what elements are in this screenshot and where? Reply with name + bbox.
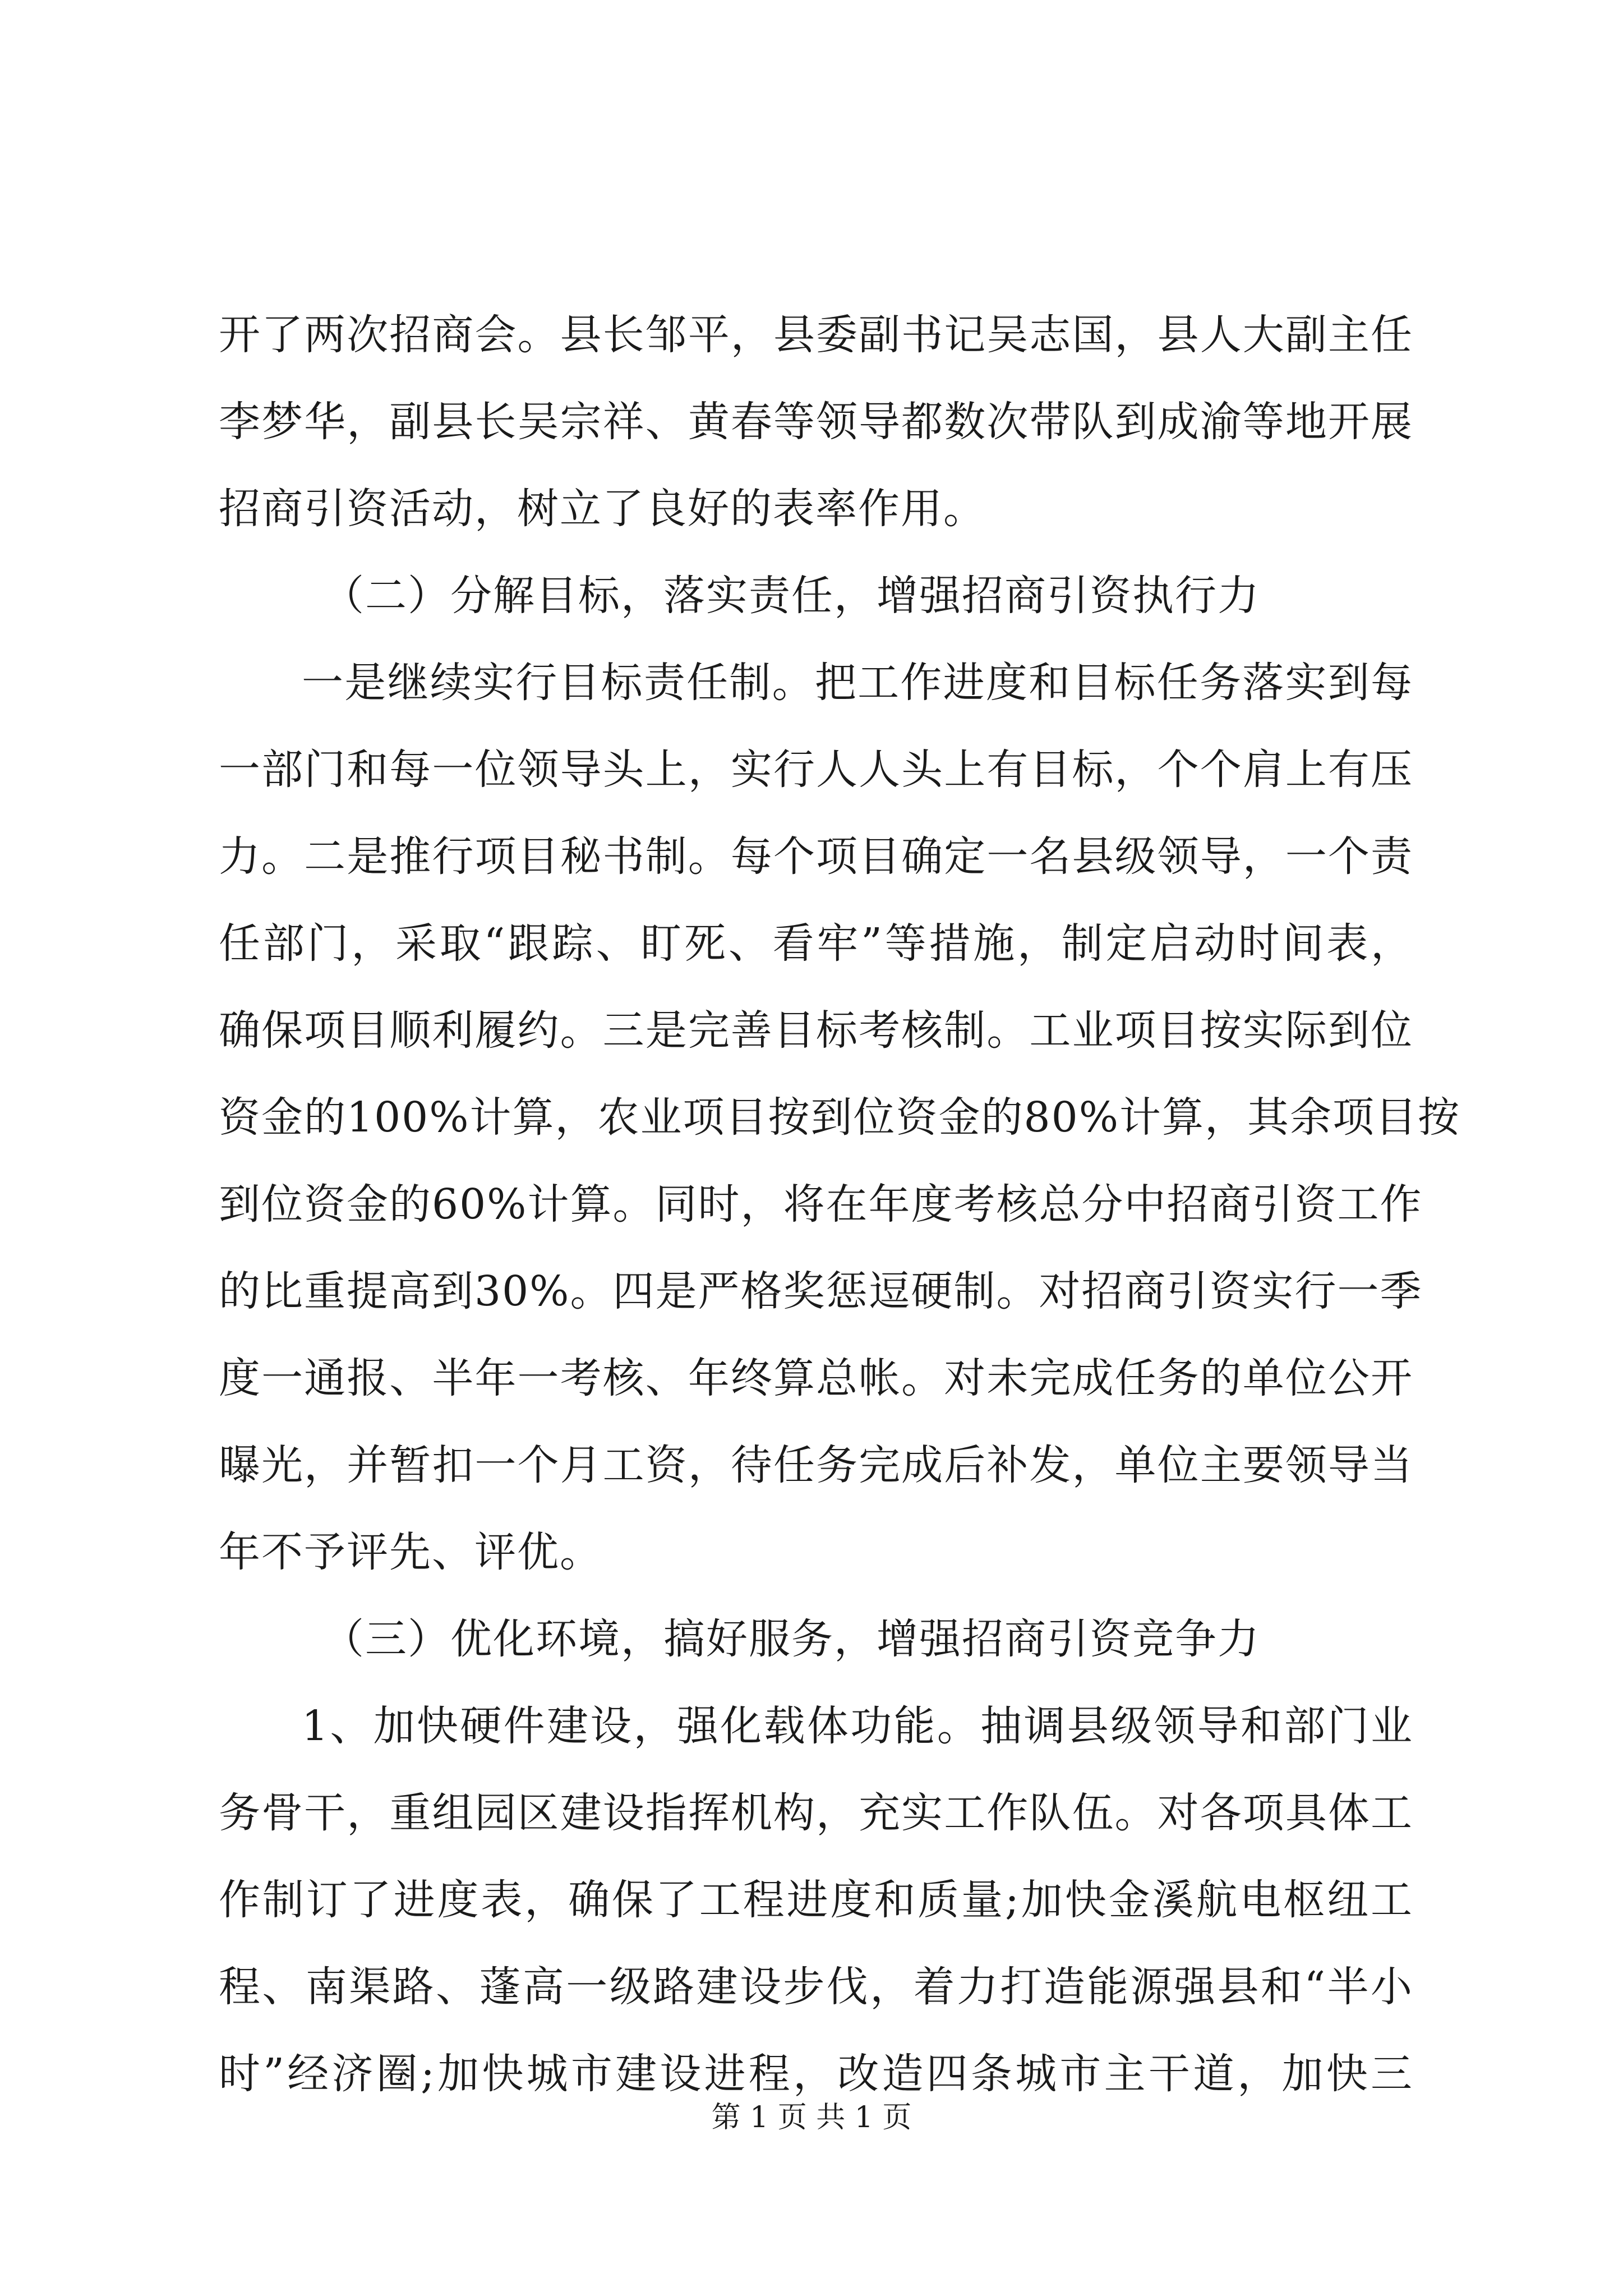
paragraph-line: 曝光，并暂扣一个月工资，待任务完成后补发，单位主要领导当 <box>219 1441 1413 1489</box>
page-footer: 第 1 页 共 1 页 <box>711 2101 912 2134</box>
paragraph-line: 李梦华，副县长吴宗祥、黄春等领导都数次带队到成渝等地开展 <box>219 398 1413 446</box>
paragraph-line: 招商引资活动，树立了良好的表率作用。 <box>219 485 986 533</box>
paragraph-line: 1、加快硬件建设，强化载体功能。抽调县级领导和部门业 <box>302 1702 1413 1750</box>
paragraph-line: 作制订了进度表，确保了工程进度和质量;加快金溪航电枢纽工 <box>219 1876 1413 1924</box>
section-heading: （二）分解目标，落实责任，增强招商引资执行力 <box>322 572 1260 620</box>
paragraph-line: 度一通报、半年一考核、年终算总帐。对未完成任务的单位公开 <box>219 1354 1413 1402</box>
document-body <box>219 292 1461 2118</box>
paragraph-line: 一是继续实行目标责任制。把工作进度和目标任务落实到每 <box>302 659 1413 707</box>
paragraph-line: 一部门和每一位领导头上，实行人人头上有目标，个个肩上有压 <box>219 746 1413 794</box>
section-heading: （三）优化环境，搞好服务，增强招商引资竞争力 <box>322 1615 1260 1663</box>
paragraph-line: 资金的100%计算，农业项目按到位资金的80%计算，其余项目按 <box>219 1093 1461 1142</box>
paragraph-line: 年不予评先、评优。 <box>219 1528 602 1576</box>
paragraph-line: 开了两次招商会。县长邹平，县委副书记吴志国，县人大副主任 <box>219 311 1413 359</box>
paragraph-line: 程、南渠路、蓬高一级路建设步伐，着力打造能源强县和“半小 <box>219 1963 1413 2011</box>
paragraph-line: 任部门，采取“跟踪、盯死、看牢”等措施，制定启动时间表， <box>219 919 1413 968</box>
paragraph-line: 确保项目顺利履约。三是完善目标考核制。工业项目按实际到位 <box>219 1006 1413 1055</box>
paragraph-line: 时”经济圈;加快城市建设进程，改造四条城市主干道，加快三 <box>219 2050 1413 2098</box>
paragraph-line: 到位资金的60%计算。同时，将在年度考核总分中招商引资工作 <box>219 1180 1423 1228</box>
paragraph-line: 力。二是推行项目秘书制。每个项目确定一名县级领导，一个责 <box>219 832 1413 881</box>
paragraph-line: 务骨干，重组园区建设指挥机构，充实工作队伍。对各项具体工 <box>219 1789 1413 1837</box>
paragraph-line: 的比重提高到30%。四是严格奖惩逗硬制。对招商引资实行一季 <box>219 1267 1423 1315</box>
